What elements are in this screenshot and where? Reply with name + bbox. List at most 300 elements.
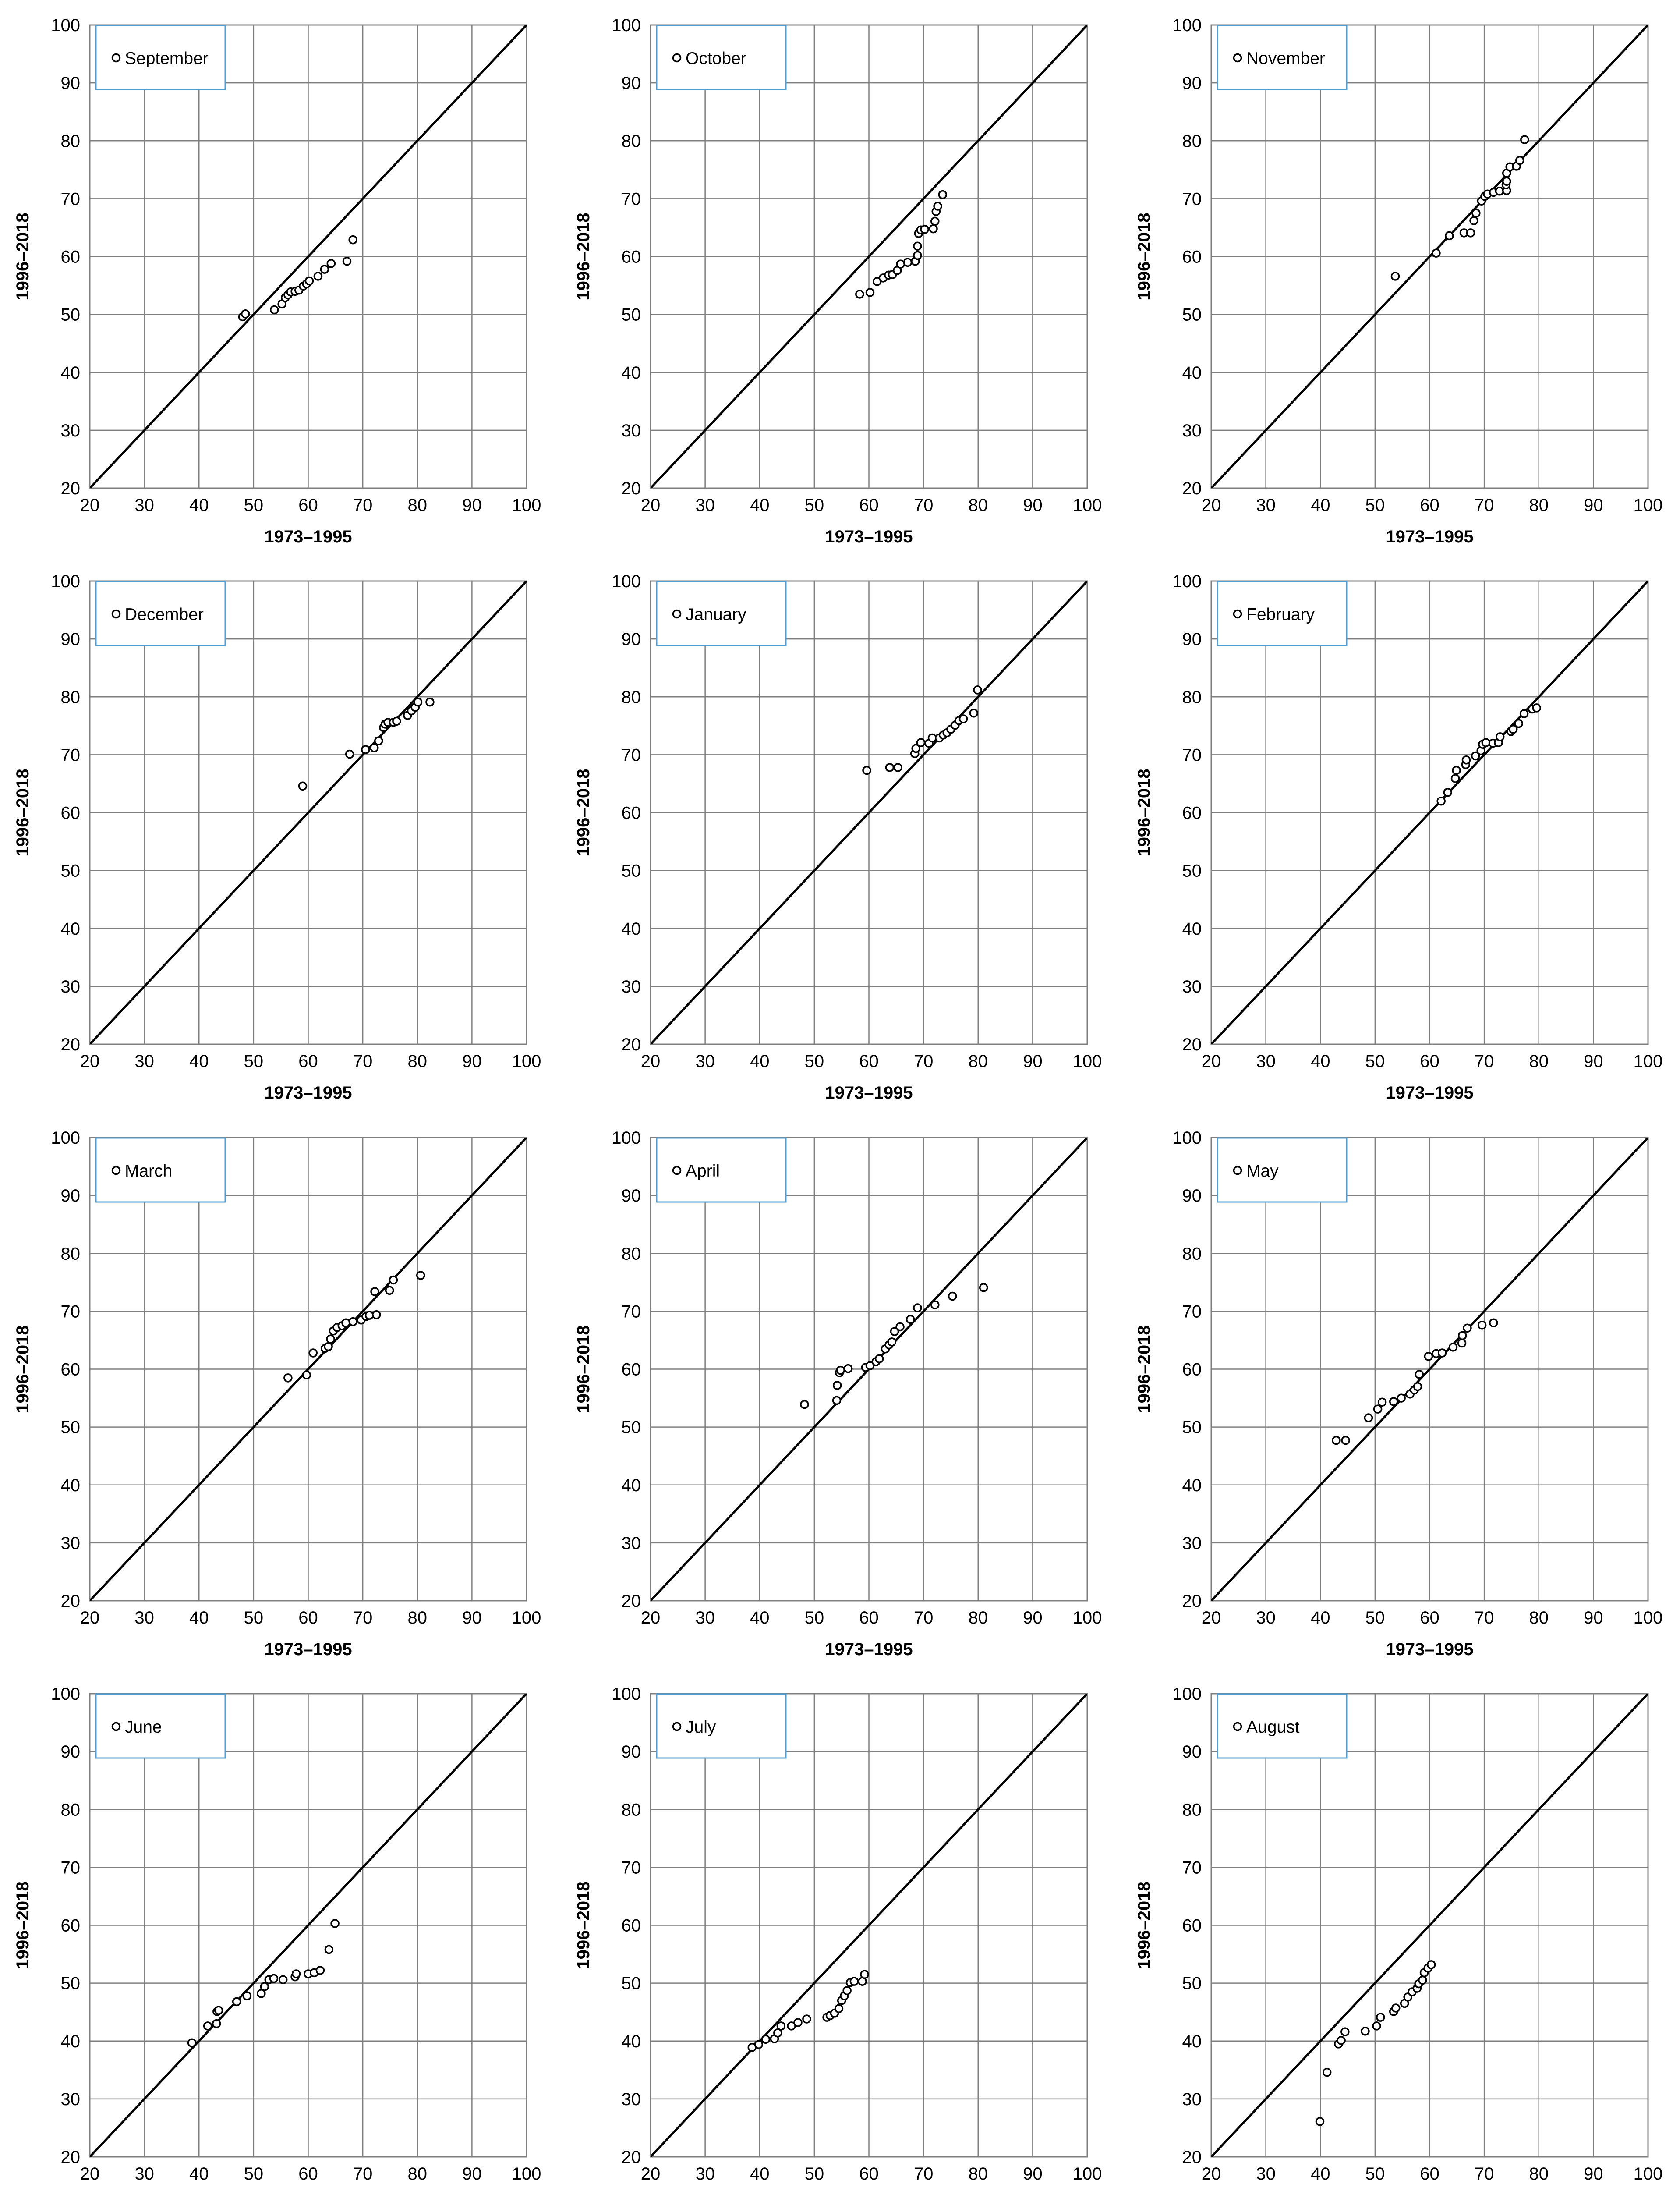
legend-marker: [1234, 1167, 1241, 1174]
scatter-panel-june: [0, 1669, 542, 2191]
data-point: [233, 1998, 241, 2005]
y-tick-label: 70: [1182, 1858, 1202, 1878]
data-point: [1453, 767, 1460, 774]
y-tick-label: 50: [1182, 1974, 1202, 1993]
scatter-panel-july: [561, 1669, 1103, 2191]
x-tick-label: 40: [1311, 496, 1330, 515]
y-tick-label: 80: [1182, 1800, 1202, 1820]
data-point: [1419, 1977, 1426, 1984]
x-tick-label: 70: [1474, 496, 1494, 515]
x-tick-label: 80: [1529, 1052, 1549, 1071]
y-tick-label: 60: [1182, 1360, 1202, 1379]
y-tick-label: 20: [1182, 1592, 1202, 1611]
data-point: [1428, 1961, 1435, 1968]
scatter-panel-april: [561, 1113, 1103, 1668]
x-tick-label: 80: [968, 1052, 988, 1071]
scatter-panel-november: [1121, 0, 1663, 555]
y-tick-label: 50: [1182, 305, 1202, 325]
data-point: [270, 1975, 277, 1982]
y-tick-label: 60: [1182, 1916, 1202, 1936]
y-tick-label: 20: [60, 1035, 80, 1054]
x-tick-label: 30: [1256, 1608, 1276, 1627]
data-point: [896, 1323, 904, 1331]
x-tick-label: 20: [1201, 1052, 1221, 1071]
legend-marker: [1234, 54, 1241, 62]
x-tick-label: 20: [1201, 2164, 1221, 2184]
x-tick-label: 20: [80, 496, 100, 515]
data-point: [213, 2020, 220, 2028]
data-point: [371, 1288, 378, 1295]
data-point: [327, 1335, 334, 1343]
data-point: [1432, 249, 1440, 257]
data-point: [876, 1355, 883, 1362]
x-tick-label: 40: [189, 496, 209, 515]
legend-marker: [673, 54, 681, 62]
x-axis-title: 1973–1995: [264, 1083, 352, 1103]
x-tick-label: 30: [695, 1052, 715, 1071]
data-point: [1452, 775, 1459, 782]
data-point: [389, 1276, 397, 1284]
y-tick-label: 60: [1182, 247, 1202, 267]
y-tick-label: 40: [60, 363, 80, 383]
x-tick-label: 100: [1072, 2164, 1102, 2184]
x-tick-label: 70: [913, 2164, 934, 2184]
y-tick-label: 80: [60, 1244, 80, 1264]
y-tick-label: 60: [60, 1360, 80, 1379]
data-point: [974, 686, 981, 694]
legend: [657, 25, 786, 89]
data-point: [1379, 1398, 1386, 1406]
x-tick-label: 30: [134, 1608, 154, 1627]
x-tick-label: 100: [1072, 1608, 1102, 1627]
x-tick-label: 100: [512, 1052, 541, 1071]
data-point: [393, 717, 400, 725]
x-tick-label: 90: [1584, 2164, 1603, 2184]
data-point: [1496, 733, 1504, 741]
data-point: [856, 291, 863, 298]
legend-label: March: [125, 1162, 173, 1181]
data-point: [1377, 2014, 1384, 2021]
y-tick-label: 100: [612, 1128, 641, 1148]
data-point: [325, 1343, 332, 1350]
y-tick-label: 90: [621, 74, 641, 93]
data-point: [1462, 756, 1470, 764]
data-point: [863, 767, 870, 774]
y-tick-label: 40: [60, 2031, 80, 2051]
legend-marker: [1234, 1723, 1241, 1730]
data-point: [914, 242, 921, 250]
data-point: [850, 1978, 858, 1985]
x-tick-label: 30: [695, 1608, 715, 1627]
x-tick-label: 80: [407, 2164, 427, 2184]
x-axis-title: 1973–1995: [264, 1640, 352, 1659]
x-tick-label: 80: [1529, 1608, 1549, 1627]
y-tick-label: 30: [1182, 2089, 1202, 2109]
y-tick-label: 80: [1182, 688, 1202, 707]
data-point: [362, 746, 369, 753]
x-tick-label: 20: [640, 1052, 661, 1071]
x-tick-label: 90: [1023, 1608, 1043, 1627]
x-tick-label: 40: [750, 2164, 770, 2184]
legend-label: June: [125, 1718, 162, 1737]
y-tick-label: 90: [1182, 1186, 1202, 1206]
legend-label: April: [686, 1162, 720, 1181]
data-point: [845, 1365, 852, 1372]
x-tick-label: 80: [968, 496, 988, 515]
legend: [657, 581, 786, 645]
y-tick-label: 60: [621, 803, 641, 823]
x-tick-label: 80: [1529, 2164, 1549, 2184]
data-point: [1373, 2022, 1380, 2030]
data-point: [833, 1397, 840, 1404]
x-axis-title: 1973–1995: [1386, 527, 1474, 546]
data-point: [366, 1312, 373, 1319]
data-point: [243, 1992, 251, 2000]
y-tick-label: 40: [621, 2031, 641, 2051]
data-point: [1392, 2004, 1400, 2012]
data-point: [414, 698, 421, 706]
y-tick-label: 50: [621, 861, 641, 881]
legend: [1217, 1138, 1347, 1202]
y-tick-label: 90: [60, 1742, 80, 1762]
y-axis-title: 1996–2018: [13, 213, 32, 301]
x-axis-title: 1973–1995: [264, 527, 352, 546]
y-tick-label: 50: [621, 1418, 641, 1437]
data-point: [1437, 798, 1445, 805]
y-tick-label: 40: [1182, 2031, 1202, 2051]
x-tick-label: 40: [189, 2164, 209, 2184]
y-tick-label: 30: [60, 421, 80, 440]
data-point: [1333, 1437, 1340, 1444]
x-tick-label: 70: [353, 496, 373, 515]
y-tick-label: 20: [60, 2148, 80, 2167]
legend-marker: [1234, 610, 1241, 618]
x-tick-label: 60: [859, 1608, 879, 1627]
x-tick-label: 100: [1633, 496, 1663, 515]
x-tick-label: 60: [859, 2164, 879, 2184]
data-point: [1414, 1383, 1422, 1390]
data-point: [843, 1987, 851, 1994]
legend: [96, 581, 225, 645]
legend-label: January: [686, 605, 746, 624]
x-tick-label: 50: [1365, 2164, 1385, 2184]
y-tick-label: 40: [60, 919, 80, 939]
data-point: [1365, 1414, 1372, 1422]
y-axis-title: 1996–2018: [574, 769, 593, 857]
data-point: [1439, 1349, 1446, 1357]
y-tick-label: 20: [621, 2148, 641, 2167]
data-point: [1459, 1332, 1466, 1339]
y-tick-label: 70: [60, 745, 80, 765]
x-tick-label: 40: [1311, 1052, 1330, 1071]
x-tick-label: 80: [407, 1608, 427, 1627]
data-point: [931, 1301, 939, 1308]
data-point: [801, 1401, 808, 1408]
y-tick-label: 40: [60, 1475, 80, 1495]
y-tick-label: 30: [621, 2089, 641, 2109]
legend: [657, 1694, 786, 1758]
data-point: [970, 709, 977, 717]
data-point: [342, 1319, 350, 1326]
data-point: [331, 1920, 339, 1927]
y-tick-label: 20: [621, 1035, 641, 1054]
y-tick-label: 60: [621, 1360, 641, 1379]
x-tick-label: 70: [1474, 2164, 1494, 2184]
data-point: [861, 1971, 868, 1978]
data-point: [261, 1983, 268, 1990]
y-tick-label: 50: [60, 1418, 80, 1437]
data-point: [327, 260, 335, 267]
data-point: [1316, 2118, 1324, 2125]
data-point: [1521, 710, 1528, 717]
x-tick-label: 80: [968, 1608, 988, 1627]
x-tick-label: 50: [1365, 1608, 1385, 1627]
x-tick-label: 90: [1584, 1608, 1603, 1627]
y-tick-label: 80: [1182, 1244, 1202, 1264]
x-tick-label: 40: [750, 1608, 770, 1627]
data-point: [303, 1371, 310, 1379]
legend-marker: [673, 1723, 681, 1730]
y-tick-label: 20: [621, 1592, 641, 1611]
data-point: [1444, 789, 1451, 796]
x-tick-label: 100: [512, 2164, 541, 2184]
scatter-panel-february: [1121, 556, 1663, 1111]
data-point: [1391, 273, 1399, 280]
x-tick-label: 40: [750, 496, 770, 515]
legend: [96, 1694, 225, 1758]
y-tick-label: 70: [60, 1302, 80, 1322]
scatter-panel-march: [0, 1113, 542, 1668]
y-tick-label: 90: [1182, 1742, 1202, 1762]
y-axis-title: 1996–2018: [13, 769, 32, 857]
x-tick-label: 20: [1201, 1608, 1221, 1627]
y-tick-label: 70: [621, 745, 641, 765]
y-axis-title: 1996–2018: [1135, 213, 1154, 301]
data-point: [375, 737, 382, 745]
y-tick-label: 20: [1182, 2148, 1202, 2167]
y-axis-title: 1996–2018: [1135, 1881, 1154, 1969]
x-tick-label: 60: [1420, 2164, 1439, 2184]
x-tick-label: 50: [804, 1052, 824, 1071]
data-point: [1425, 1353, 1432, 1360]
y-tick-label: 100: [51, 572, 80, 591]
y-tick-label: 80: [60, 131, 80, 151]
x-axis-title: 1973–1995: [1386, 1640, 1474, 1659]
data-point: [914, 1304, 921, 1312]
y-tick-label: 30: [621, 977, 641, 996]
y-tick-label: 100: [51, 1684, 80, 1704]
data-point: [1342, 1437, 1349, 1444]
data-point: [1467, 229, 1474, 237]
y-tick-label: 100: [1172, 16, 1202, 35]
data-point: [215, 2007, 223, 2014]
data-point: [929, 734, 936, 742]
x-tick-label: 90: [462, 496, 482, 515]
x-tick-label: 20: [640, 1608, 661, 1627]
x-tick-label: 70: [1474, 1052, 1494, 1071]
x-tick-label: 20: [640, 2164, 661, 2184]
data-point: [309, 1349, 317, 1357]
y-tick-label: 30: [621, 1533, 641, 1553]
y-tick-label: 100: [51, 16, 80, 35]
x-tick-label: 60: [1420, 496, 1439, 515]
data-point: [1516, 157, 1524, 164]
data-point: [1482, 739, 1489, 746]
x-tick-label: 70: [353, 1052, 373, 1071]
y-tick-label: 90: [1182, 74, 1202, 93]
y-tick-label: 20: [1182, 1035, 1202, 1054]
y-tick-label: 70: [1182, 189, 1202, 209]
x-tick-label: 40: [1311, 1608, 1330, 1627]
data-point: [1470, 217, 1478, 224]
y-tick-label: 100: [1172, 572, 1202, 591]
data-point: [299, 782, 307, 790]
data-point: [426, 698, 434, 706]
data-point: [188, 2039, 196, 2046]
x-axis-title: 1973–1995: [825, 1083, 913, 1103]
y-tick-label: 20: [621, 479, 641, 498]
y-tick-label: 40: [621, 363, 641, 383]
x-tick-label: 60: [1420, 1608, 1439, 1627]
legend: [657, 1138, 786, 1202]
x-tick-label: 80: [407, 1052, 427, 1071]
data-point: [1323, 2069, 1331, 2076]
x-tick-label: 40: [1311, 2164, 1330, 2184]
y-tick-label: 70: [621, 1302, 641, 1322]
x-tick-label: 50: [244, 1608, 264, 1627]
y-tick-label: 30: [60, 1533, 80, 1553]
data-point: [1415, 1371, 1423, 1378]
x-tick-label: 60: [298, 1608, 318, 1627]
y-tick-label: 90: [621, 630, 641, 649]
data-point: [371, 744, 378, 752]
y-tick-label: 40: [1182, 363, 1202, 383]
x-tick-label: 80: [968, 2164, 988, 2184]
scatter-panel-august: [1121, 1669, 1663, 2191]
y-tick-label: 100: [51, 1128, 80, 1148]
data-point: [934, 202, 941, 210]
x-tick-label: 20: [640, 496, 661, 515]
data-point: [1472, 209, 1480, 217]
x-tick-label: 100: [512, 496, 541, 515]
data-point: [1478, 1322, 1486, 1329]
x-tick-label: 60: [859, 1052, 879, 1071]
data-point: [346, 751, 354, 758]
x-tick-label: 20: [80, 1608, 100, 1627]
x-tick-label: 50: [244, 2164, 264, 2184]
y-tick-label: 30: [1182, 421, 1202, 440]
y-axis-title: 1996–2018: [13, 1881, 32, 1969]
y-tick-label: 80: [60, 688, 80, 707]
data-point: [888, 1338, 895, 1346]
x-tick-label: 60: [859, 496, 879, 515]
x-tick-label: 50: [1365, 1052, 1385, 1071]
data-point: [1515, 720, 1522, 727]
x-tick-label: 30: [695, 2164, 715, 2184]
x-tick-label: 90: [1584, 1052, 1603, 1071]
data-point: [755, 2041, 762, 2048]
data-point: [325, 1946, 332, 1953]
legend-label: February: [1246, 605, 1315, 624]
x-tick-label: 50: [1365, 496, 1385, 515]
x-tick-label: 30: [1256, 496, 1276, 515]
y-tick-label: 50: [621, 1974, 641, 1993]
data-point: [1458, 1340, 1466, 1347]
data-point: [949, 1293, 956, 1300]
y-tick-label: 90: [621, 1742, 641, 1762]
data-point: [1490, 1319, 1497, 1326]
y-tick-label: 100: [612, 1684, 641, 1704]
y-tick-label: 40: [1182, 919, 1202, 939]
data-point: [939, 191, 946, 199]
x-tick-label: 70: [913, 1608, 934, 1627]
y-tick-label: 30: [1182, 977, 1202, 996]
y-tick-label: 50: [621, 305, 641, 325]
y-tick-label: 100: [1172, 1684, 1202, 1704]
data-point: [1450, 1344, 1457, 1351]
x-tick-label: 60: [298, 496, 318, 515]
data-point: [1533, 704, 1540, 712]
x-tick-label: 30: [134, 1052, 154, 1071]
y-tick-label: 70: [60, 1858, 80, 1878]
y-tick-label: 60: [621, 1916, 641, 1936]
legend: [1217, 581, 1347, 645]
y-tick-label: 90: [60, 1186, 80, 1206]
y-tick-label: 70: [621, 189, 641, 209]
y-tick-label: 60: [60, 1916, 80, 1936]
data-point: [897, 260, 904, 268]
data-point: [373, 1311, 380, 1319]
y-tick-label: 60: [60, 247, 80, 267]
y-tick-label: 20: [1182, 479, 1202, 498]
legend-marker: [673, 1167, 681, 1174]
x-tick-label: 90: [1023, 1052, 1043, 1071]
data-point: [321, 266, 328, 273]
y-tick-label: 70: [1182, 1302, 1202, 1322]
data-point: [1341, 2028, 1349, 2035]
scatter-panel-september: [0, 0, 542, 555]
x-tick-label: 50: [804, 496, 824, 515]
data-point: [837, 1367, 844, 1374]
data-point: [762, 2035, 769, 2043]
x-tick-label: 90: [462, 1052, 482, 1071]
legend-label: October: [686, 49, 746, 68]
legend-label: May: [1246, 1162, 1279, 1181]
data-point: [914, 252, 921, 259]
x-tick-label: 90: [462, 2164, 482, 2184]
x-tick-label: 100: [1633, 1608, 1663, 1627]
y-axis-title: 1996–2018: [574, 1881, 593, 1969]
y-tick-label: 60: [1182, 803, 1202, 823]
x-tick-label: 70: [1474, 1608, 1494, 1627]
scatter-panel-may: [1121, 1113, 1663, 1668]
x-axis-title: 1973–1995: [1386, 1083, 1474, 1103]
y-tick-label: 90: [60, 630, 80, 649]
data-point: [343, 258, 350, 265]
legend-label: September: [125, 49, 209, 68]
x-tick-label: 90: [1023, 2164, 1043, 2184]
x-tick-label: 100: [1633, 1052, 1663, 1071]
data-point: [349, 1318, 357, 1326]
data-point: [349, 236, 357, 244]
data-point: [917, 739, 924, 746]
y-tick-label: 50: [1182, 861, 1202, 881]
x-tick-label: 100: [1072, 496, 1102, 515]
y-tick-label: 40: [621, 1475, 641, 1495]
x-tick-label: 100: [512, 1608, 541, 1627]
data-point: [293, 1970, 300, 1978]
data-point: [980, 1284, 987, 1291]
